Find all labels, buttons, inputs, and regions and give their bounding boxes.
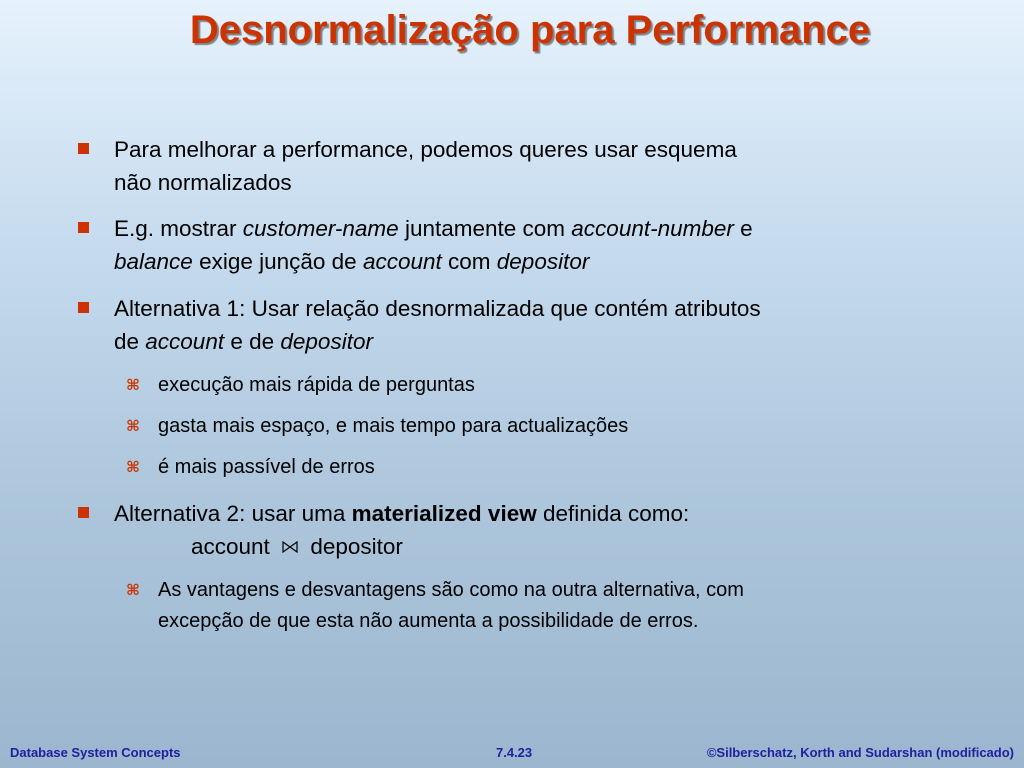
formula-left-relation: account [191,534,270,559]
bullet-1-line-2: não normalizados [114,170,292,195]
square-bullet-icon [78,143,89,154]
bullet-item-3 [114,292,954,358]
formula-right-relation: depositor [310,534,403,559]
bullet-2-text: E.g. mostrar [114,216,243,241]
bullet-2-text: juntamente com [398,216,572,241]
sub-bullet-line-2: excepção de que esta não aumenta a possibilidade de erros. [158,610,699,632]
relation-account: account [145,329,225,354]
square-bullet-icon [78,302,89,313]
bullet-2-text: e [733,216,753,241]
sub-bullet-text: gasta mais espaço, e mais tempo para actualizações [158,415,629,437]
square-bullet-icon [78,507,89,518]
relation-account: account [362,249,442,274]
relation-depositor: depositor [280,329,373,354]
boxed-cross-bullet-icon: ⌘ [126,376,140,394]
materialized-view-term: materialized view [351,501,537,526]
boxed-cross-bullet-icon: ⌘ [126,458,140,476]
attr-account-number: account-number [571,216,734,241]
boxed-cross-bullet-icon: ⌘ [126,581,140,599]
bullet-4-text: Alternativa 2: usar uma [114,501,352,526]
bullet-2-text: exige junção de [192,249,363,274]
sub-bullet-item [126,452,948,483]
bullet-1-line-1: Para melhorar a performance, podemos queres usar esquema [114,137,737,162]
slide-title: Desnormalização para Performance [189,8,871,52]
attr-balance: balance [114,249,193,274]
sub-bullet-item [126,370,948,401]
attr-customer-name: customer-name [242,216,399,241]
bullet-2-text: com [441,249,497,274]
sub-bullet-item [126,575,948,637]
square-bullet-icon [78,222,89,233]
bullet-item-2 [114,212,954,278]
join-formula [114,530,403,563]
bullet-4-text: definida como: [536,501,690,526]
sub-bullet-item [126,411,948,442]
sub-bullet-line-1: As vantagens e desvantagens são como na outra alternativa, com [158,579,744,601]
bullet-item-1 [114,133,954,199]
sub-bullet-text: é mais passível de erros [158,456,375,478]
sub-bullet-text: execução mais rápida de perguntas [158,374,475,396]
bullet-3-text: e de [224,329,281,354]
boxed-cross-bullet-icon: ⌘ [126,417,140,435]
bullet-3-text: de [114,329,146,354]
bullet-item-4 [114,497,954,563]
footer-page-number: 7.4.23 [496,745,533,760]
footer-left: Database System Concepts [10,745,181,760]
natural-join-icon [282,541,298,553]
relation-depositor: depositor [496,249,590,274]
bullet-3-line-1: Alternativa 1: Usar relação desnormalizada que contém atributos [114,296,761,321]
footer-right: ©Silberschatz, Korth and Sudarshan (modificado) [706,745,1014,760]
